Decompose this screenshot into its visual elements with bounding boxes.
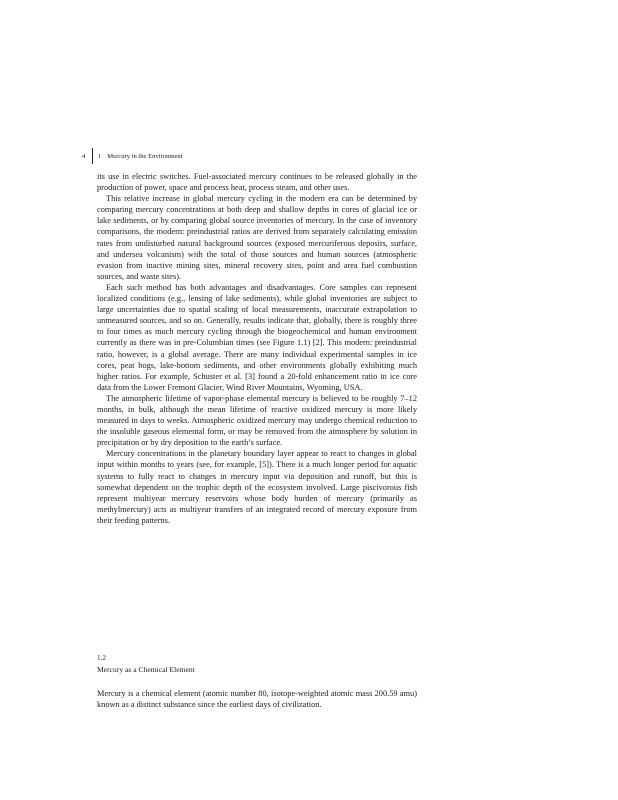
section-title: Mercury as a Chemical Element — [97, 665, 195, 674]
paragraph: its use in electric switches. Fuel-associated mercury continues to be released globally in the production of power, space and process heat, process steam, and other uses. — [97, 172, 417, 193]
chapter-title: Mercury in the Environment — [107, 152, 183, 160]
paragraph: Mercury concentrations in the planetary boundary layer appear to react to changes in global input within months to years (see, for example, [5]). There is a much longer period for aquatic systems to fully react to changes in mercury input via deposition and runoff, but this is somewhat dependent on the trophic depth of the ecosystem involved. Large piscivorous fish represent multiyear mercury reservoirs whose body burden of mercury (primarily as methylmercury) acts as multiyear transfers of an integrated record of mercury exposure from their feeding patterns. — [97, 449, 417, 525]
paragraph: This relative increase in global mercury cycling in the modern era can be determined by comparing mercury concentrations at both deep and shallow depths in cores of glacial ice or lake sediments, or by comparing global source inventories of mercury. In the case of inventory comparisons, the modern: preindustrial ratios are derived from separately calculating emission rates from undisturbed natural background sources (exposed mercuriferous deposits, surface, and undersea volcanism) with the total of those sources and human sources (atmospheric evasion from inactive mining sites, mineral recovery sites, point and area fuel combustion sources, and waste sites). — [97, 194, 417, 281]
paragraph: Each such method has both advantages and disadvantages. Core samples can represent localized conditions (e.g., lensing of lake sediments), while global inventories are subject to large uncertainties due to spatial scaling of local measurements, inaccurate extrapolation to unmeasured sources, and so on. Generally, results indicate that, globally, there is roughly three to four times as much mercury cycling through the biogeochemical and human environment currently as there was in pre-Columbian times (see Figure 1.1) [2]. This modern: preindustrial ratio, however, is a global average. There are many individual experimental samples in ice cores, peat bogs, lake-bottom sediments, and other environments globally exhibiting much higher ratios. For example, Schuster et al. [3] found a 20-fold enhancement ratio in ice core data from the Lower Fremont Glacier, Wind River Mountains, Wyoming, USA. — [97, 282, 417, 392]
running-header — [82, 148, 183, 164]
section-number: 1.2 — [97, 654, 106, 662]
page-number: 4 — [82, 152, 86, 160]
paragraph: The atmospheric lifetime of vapor-phase elemental mercury is believed to be roughly 7–12 months, in bulk, although the mean lifetime of reactive oxidized mercury is more likely measured in days to weeks. Atmospheric oxidized mercury may undergo chemical reduction to the insoluble gaseous elemental form, or may be removed from the atmosphere by solution in precipitation or by dry deposition to the earth’s surface. — [97, 393, 417, 448]
chapter-number: 1 — [98, 152, 102, 160]
section-heading — [97, 653, 417, 675]
section-body — [97, 688, 417, 710]
paragraph: Mercury is a chemical element (atomic number 80, isotope-weighted atomic mass 200.59 amu) known as a distinct substance since the earliest days of civilization. — [97, 689, 417, 710]
body-text — [97, 171, 417, 526]
header-rule — [92, 148, 93, 164]
